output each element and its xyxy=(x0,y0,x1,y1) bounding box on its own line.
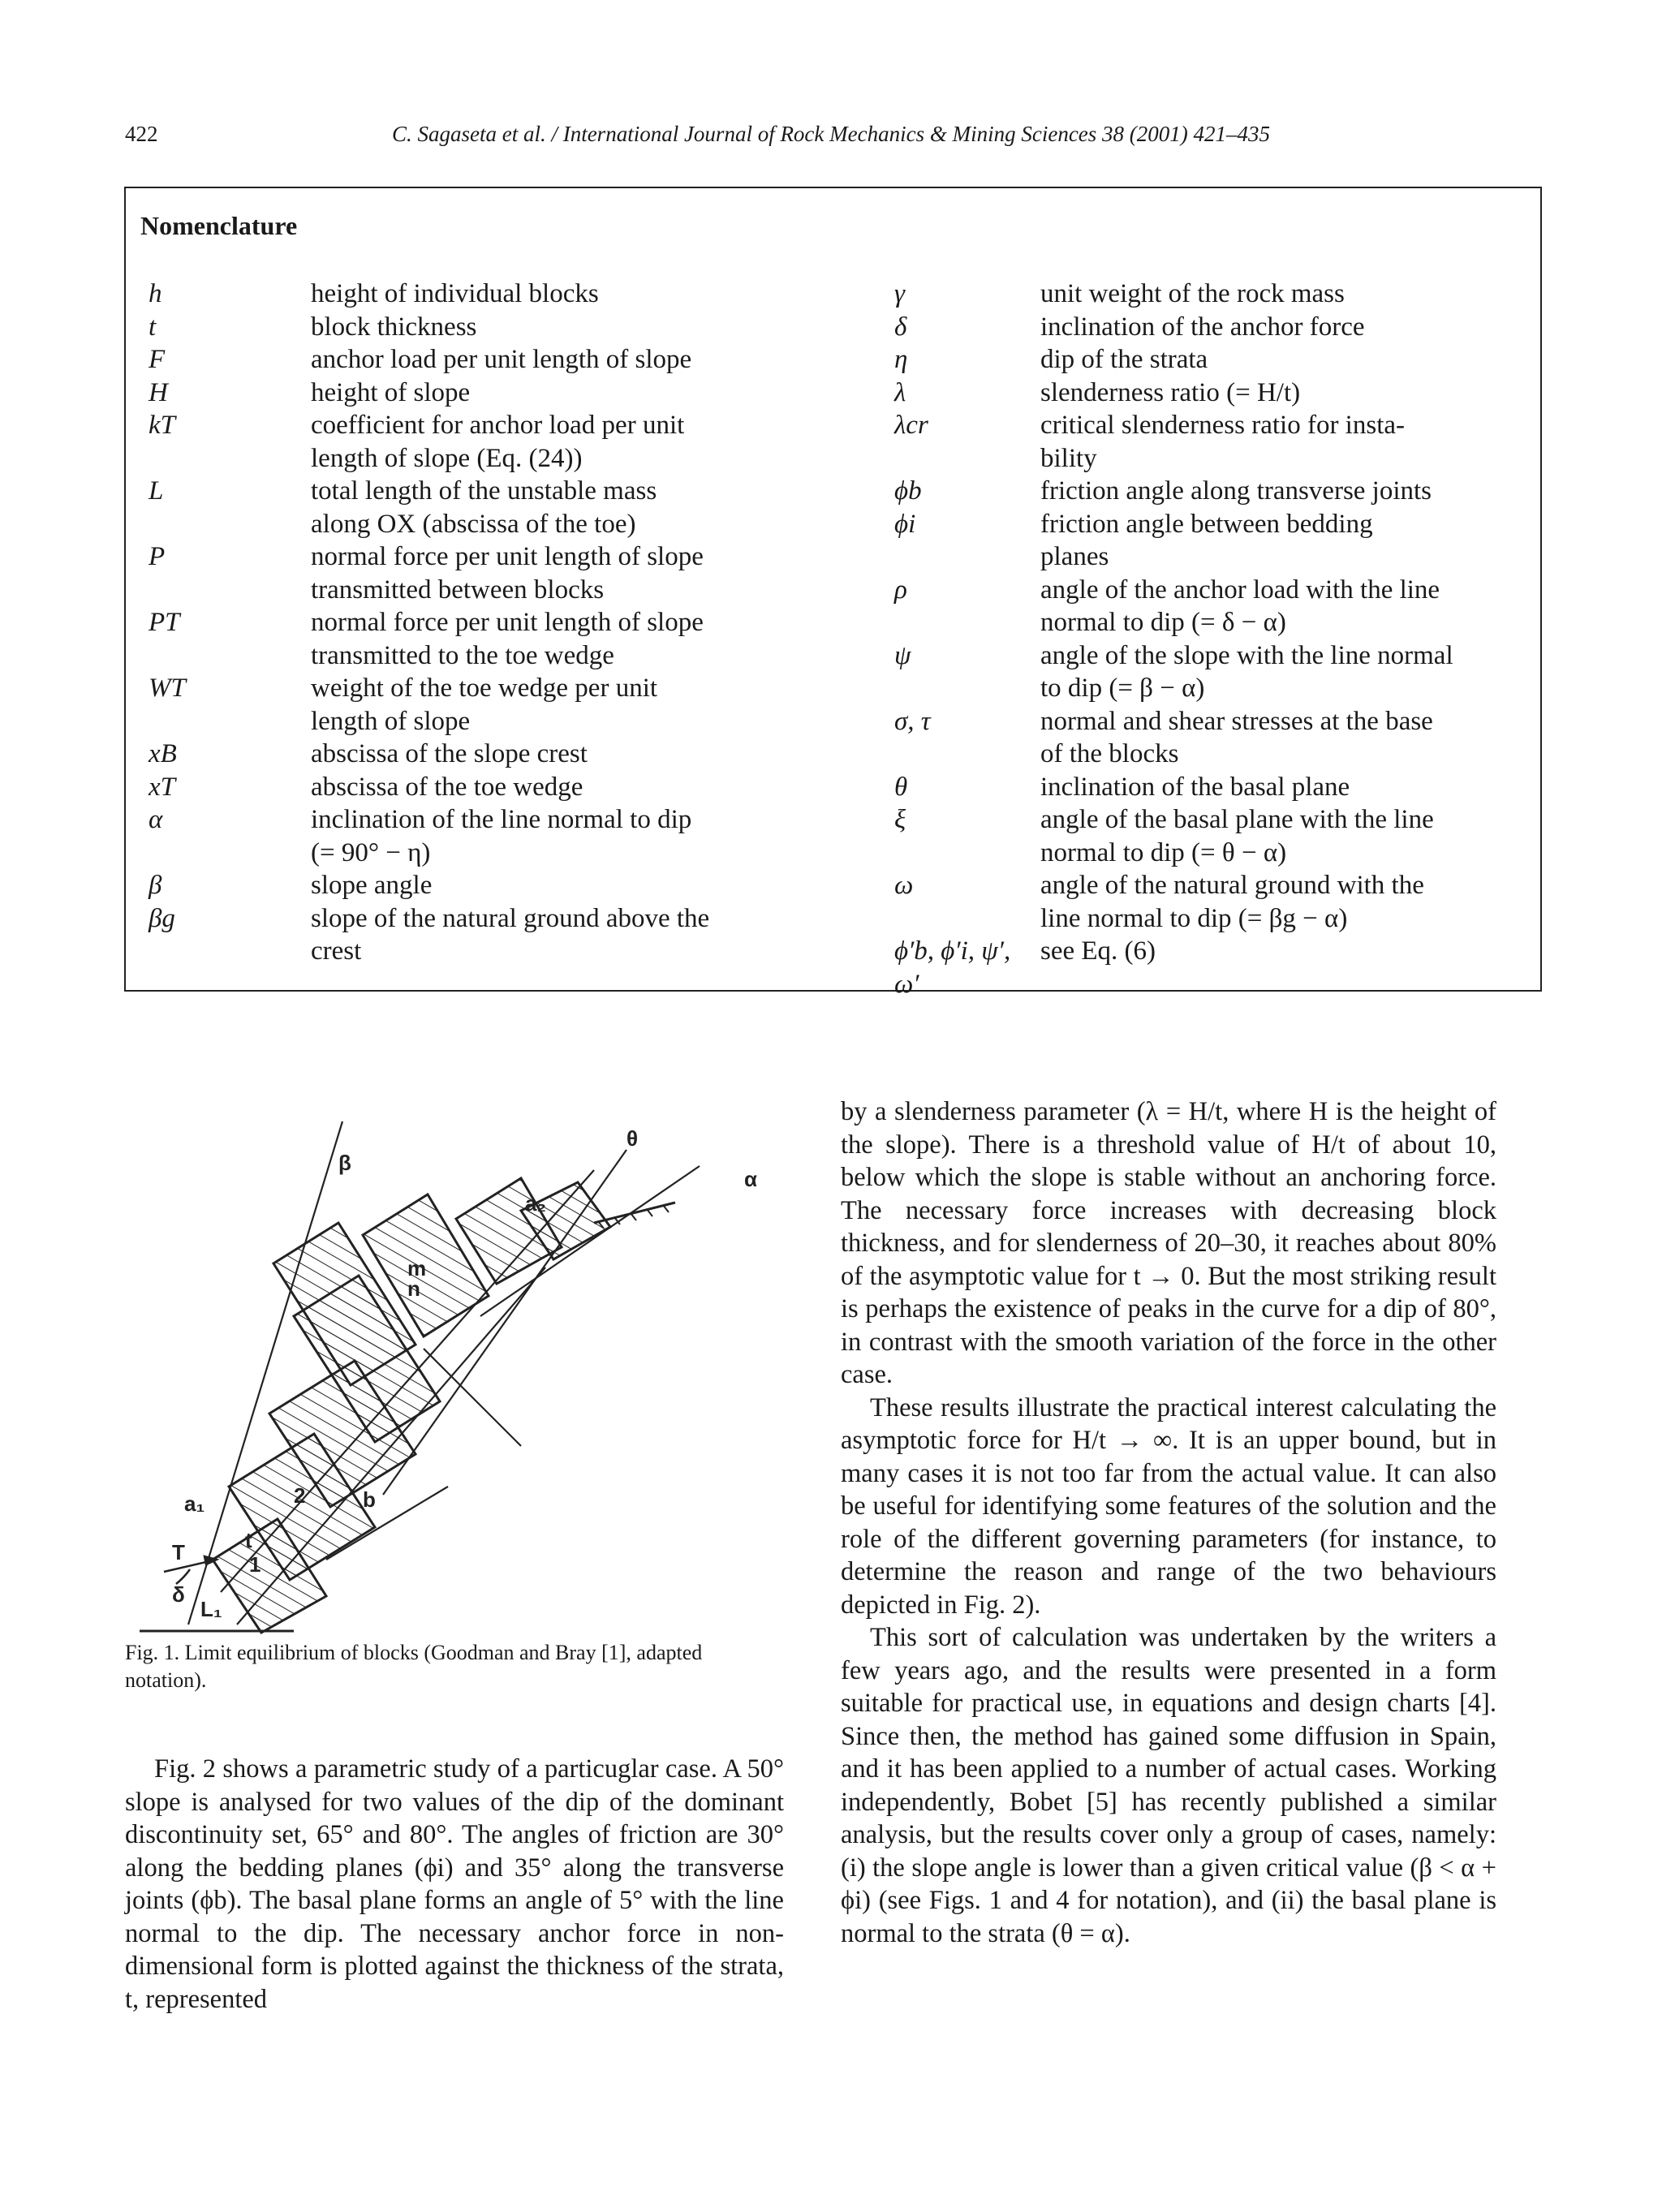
nomenclature-entry xyxy=(126,869,807,902)
definition-line: normal force per unit length of slope xyxy=(311,542,704,571)
definition-line: friction angle between bedding xyxy=(1040,509,1373,539)
definition-line: normal and shear stresses at the base xyxy=(1040,706,1433,736)
label-T: T xyxy=(172,1540,185,1564)
definition-line: of the blocks xyxy=(1040,739,1179,768)
nomenclature-symbol: βg xyxy=(149,903,175,933)
label-b: b xyxy=(363,1487,376,1512)
definition-line: length of slope (Eq. (24)) xyxy=(311,443,583,473)
nomenclature-entry xyxy=(856,311,1536,344)
nomenclature-definition xyxy=(311,278,757,311)
nomenclature-symbol: xB xyxy=(149,739,177,768)
label-one: 1 xyxy=(249,1552,261,1577)
nomenclature-entry xyxy=(126,902,807,968)
nomenclature-symbol: xT xyxy=(149,772,175,802)
definition-line: critical slenderness ratio for insta- xyxy=(1040,411,1405,440)
nomenclature-symbol: δ xyxy=(894,312,907,342)
definition-line: angle of the slope with the line normal xyxy=(1040,640,1453,670)
definition-line: (= 90° − η) xyxy=(311,837,431,867)
paragraph: Fig. 2 shows a parametric study of a particuglar case. A 50° slope is analysed for two values of the dip of the dominant discontinuity set, 65° and 80°. The angles of friction are 30° along the bedding planes (ϕi) and 35° along the transverse joints (ϕb). The basal plane forms an angle of 5° with the line normal to the dip. The necessary anchor force in non-dimensional form is plotted against the thickness of the strata, t, represented xyxy=(125,1754,784,2014)
label-n1: n xyxy=(407,1276,420,1301)
nomenclature-entry xyxy=(126,540,807,606)
nomenclature-symbol: H xyxy=(149,377,168,407)
nomenclature-entry xyxy=(126,377,807,410)
nomenclature-entry xyxy=(126,672,807,738)
nomenclature-entry xyxy=(856,278,1536,311)
nomenclature-entry xyxy=(856,343,1536,377)
nomenclature-definition xyxy=(311,475,757,540)
nomenclature-definition xyxy=(311,540,757,606)
nomenclature-definition xyxy=(311,311,757,344)
nomenclature-entry xyxy=(126,343,807,377)
definition-line: normal force per unit length of slope xyxy=(311,608,704,637)
definition-line: slope of the natural ground above the xyxy=(311,903,710,933)
definition-line: along OX (abscissa of the toe) xyxy=(311,509,636,539)
nomenclature-symbol: γ xyxy=(894,279,906,308)
nomenclature-symbol: L xyxy=(149,476,164,506)
nomenclature-symbol: ξ xyxy=(894,805,906,834)
nomenclature-entry xyxy=(126,311,807,344)
nomenclature-entry xyxy=(126,738,807,771)
definition-line: anchor load per unit length of slope xyxy=(311,345,692,374)
label-t: t xyxy=(245,1528,252,1552)
nomenclature-symbol: λcr xyxy=(894,411,928,440)
nomenclature-symbol: θ xyxy=(894,772,908,802)
nomenclature-entry xyxy=(856,508,1536,574)
definition-line: block thickness xyxy=(311,312,477,342)
nomenclature-entry xyxy=(856,409,1536,475)
left-column-text xyxy=(125,1753,784,2016)
paragraph: by a slenderness parameter (λ = H/t, where H is the height of the slope). There is a threshold value of H/t of about 10, below which the slope is stable without an anchoring force. The necessary force increases with decreasing block thickness, and for slenderness of 20–30, it reaches about 80% of the asymptotic value for t → 0. But the most striking result is perhaps the existence of peaks in the curve for a dip of 80°, in contrast with the smooth variation of the force in the other case. xyxy=(841,1097,1496,1389)
running-head: C. Sagaseta et al. / International Journal of Rock Mechanics & Mining Sciences 38 (2001) 421–435 xyxy=(391,122,1271,146)
nomenclature-definition xyxy=(1040,705,1485,771)
label-L1: L₁ xyxy=(200,1597,222,1621)
nomenclature-definition xyxy=(311,738,757,771)
nomenclature-entry xyxy=(856,869,1536,935)
definition-line: angle of the natural ground with the xyxy=(1040,871,1424,900)
definition-line: height of individual blocks xyxy=(311,279,599,308)
nomenclature-definition xyxy=(311,902,757,968)
nomenclature-definition xyxy=(311,869,757,902)
nomenclature-definition xyxy=(311,343,757,377)
nomenclature-box xyxy=(124,187,1542,999)
nomenclature-definition xyxy=(311,606,757,672)
definition-line: abscissa of the slope crest xyxy=(311,739,588,768)
definition-line: normal to dip (= δ − α) xyxy=(1040,608,1286,637)
nomenclature-definition xyxy=(1040,377,1485,410)
label-a2: a₂ xyxy=(525,1191,547,1216)
nomenclature-entry xyxy=(126,409,807,475)
definition-line: angle of the basal plane with the line xyxy=(1040,805,1434,834)
nomenclature-symbol: ϕb xyxy=(894,476,922,506)
definition-line: bility xyxy=(1040,443,1097,473)
figure-1-diagram xyxy=(140,1105,789,1646)
nomenclature-symbol: F xyxy=(149,345,166,374)
nomenclature-symbol: PT xyxy=(149,608,180,637)
definition-line: total length of the unstable mass xyxy=(311,476,657,506)
nomenclature-definition xyxy=(1040,343,1485,377)
label-beta: β xyxy=(338,1151,351,1175)
definition-line: abscissa of the toe wedge xyxy=(311,772,583,802)
definition-line: coefficient for anchor load per unit xyxy=(311,411,685,440)
nomenclature-entry xyxy=(856,639,1536,705)
nomenclature-definition xyxy=(1040,935,1485,968)
nomenclature-definition xyxy=(1040,771,1485,804)
page-number: 422 xyxy=(125,122,158,146)
nomenclature-entry xyxy=(856,771,1536,804)
nomenclature-symbol: η xyxy=(894,345,908,374)
definition-line: length of slope xyxy=(311,706,471,736)
definition-line: unit weight of the rock mass xyxy=(1040,279,1345,308)
nomenclature-definition xyxy=(311,771,757,804)
label-m: m xyxy=(407,1256,427,1280)
figure-1-caption: Fig. 1. Limit equilibrium of blocks (Goodman and Bray [1], adapted notation). xyxy=(125,1641,703,1692)
page-header xyxy=(125,122,1537,154)
paragraph: This sort of calculation was undertaken by the writers a few years ago, and the results were presented in a form suitable for practical use, in equations and design charts [4]. Since then, the method has gained some diffusion in Spain, and it has been applied to a number of actual cases. Working independently, Bobet [5] has recently published a similar analysis, but the results cover only a group of cases, namely: (i) the slope angle is lower than a given critical value (β < α + ϕi) (see Figs. 1 and 4 for notation), and (ii) the basal plane is normal to the strata (θ = α). xyxy=(841,1623,1496,1948)
nomenclature-definition xyxy=(311,672,757,738)
nomenclature-symbol: P xyxy=(149,542,166,571)
definition-line: transmitted to the toe wedge xyxy=(311,640,614,670)
nomenclature-symbol: σ, τ xyxy=(894,706,931,736)
rock-blocks xyxy=(213,1178,610,1633)
definition-line: friction angle along transverse joints xyxy=(1040,476,1432,506)
label-two: 2 xyxy=(294,1483,306,1508)
nomenclature-symbol: h xyxy=(149,279,162,308)
nomenclature-symbol: WT xyxy=(149,673,186,703)
definition-line: inclination of the basal plane xyxy=(1040,772,1350,802)
label-alpha: α xyxy=(744,1167,757,1191)
nomenclature-definition xyxy=(1040,508,1485,574)
label-delta: δ xyxy=(172,1582,185,1607)
nomenclature-symbol: kT xyxy=(149,411,175,440)
definition-line: slenderness ratio (= H/t) xyxy=(1040,377,1301,407)
nomenclature-entry xyxy=(126,803,807,869)
nomenclature-entry xyxy=(126,771,807,804)
nomenclature-symbol: ψ xyxy=(894,640,911,670)
nomenclature-entry xyxy=(126,475,807,540)
nomenclature-entry xyxy=(126,606,807,672)
nomenclature-symbol: α xyxy=(149,805,163,834)
definition-line: normal to dip (= θ − α) xyxy=(1040,837,1287,867)
definition-line: see Eq. (6) xyxy=(1040,936,1156,966)
nomenclature-definition xyxy=(1040,409,1485,475)
nomenclature-entry xyxy=(856,574,1536,639)
nomenclature-entry xyxy=(856,475,1536,508)
nomenclature-symbol: ω xyxy=(894,871,914,900)
nomenclature-symbol: t xyxy=(149,312,157,342)
definition-line: inclination of the anchor force xyxy=(1040,312,1365,342)
nomenclature-entry xyxy=(856,377,1536,410)
nomenclature-title: Nomenclature xyxy=(140,211,298,240)
definition-line: crest xyxy=(311,936,362,966)
nomenclature-entry xyxy=(856,803,1536,869)
label-a1: a₁ xyxy=(184,1491,205,1516)
definition-line: dip of the strata xyxy=(1040,345,1208,374)
nomenclature-left-column xyxy=(126,278,807,968)
nomenclature-definition xyxy=(1040,475,1485,508)
nomenclature-entry xyxy=(856,705,1536,771)
nomenclature-definition xyxy=(311,377,757,410)
definition-line: inclination of the line normal to dip xyxy=(311,805,692,834)
definition-line: weight of the toe wedge per unit xyxy=(311,673,658,703)
definition-line: planes xyxy=(1040,542,1109,571)
nomenclature-definition xyxy=(1040,278,1485,311)
definition-line: height of slope xyxy=(311,377,471,407)
nomenclature-symbol: ρ xyxy=(894,575,907,605)
definition-line: transmitted between blocks xyxy=(311,575,605,605)
definition-line: line normal to dip (= βg − α) xyxy=(1040,903,1348,933)
paragraph: These results illustrate the practical interest calculating the asymptotic force for H/t → ∞. It is an upper bound, but in many cases it is not too far from the actual value. It can also be useful for identifying some features of the solution and the role of the different governing parameters (for instance, to determine the reason and range of the two behaviours depicted in Fig. 2). xyxy=(841,1392,1496,1620)
nomenclature-definition xyxy=(311,409,757,475)
nomenclature-symbol: β xyxy=(149,871,162,900)
nomenclature-definition xyxy=(1040,311,1485,344)
nomenclature-entry xyxy=(126,278,807,311)
nomenclature-symbol: ϕi xyxy=(894,509,916,539)
nomenclature-definition xyxy=(311,803,757,869)
definition-line: to dip (= β − α) xyxy=(1040,673,1205,703)
nomenclature-definition xyxy=(1040,803,1485,869)
nomenclature-definition xyxy=(1040,574,1485,639)
definition-line: angle of the anchor load with the line xyxy=(1040,575,1440,605)
right-column-text xyxy=(841,1095,1496,1950)
nomenclature-right-column xyxy=(856,278,1536,1001)
nomenclature-entry xyxy=(856,935,1536,1001)
nomenclature-symbol: ϕ′b, ϕ′i, ψ′, ω′ xyxy=(894,936,1011,999)
nomenclature-symbol: λ xyxy=(894,377,906,407)
nomenclature-definition xyxy=(1040,869,1485,935)
label-theta: θ xyxy=(626,1126,639,1151)
definition-line: slope angle xyxy=(311,871,433,900)
nomenclature-definition xyxy=(1040,639,1485,705)
